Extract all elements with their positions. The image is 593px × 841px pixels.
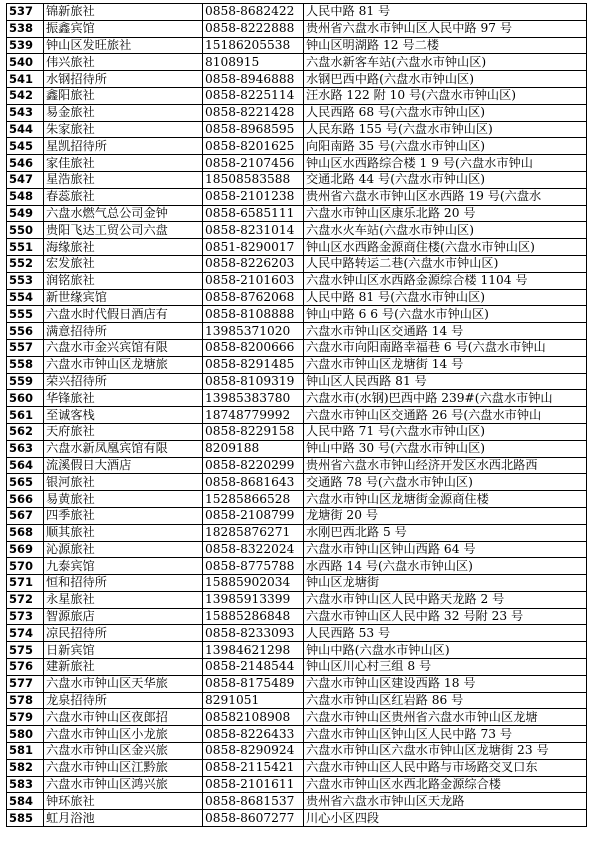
table-row <box>7 356 587 373</box>
address: 水西路 14 号(六盘水市钟山区) <box>304 558 587 575</box>
address: 人民中路 81 号(六盘水市钟山区) <box>304 289 587 306</box>
table-row <box>7 608 587 625</box>
address: 六盘水市钟山区人民中路与市场路交叉口东 <box>304 759 587 776</box>
row-number: 543 <box>7 104 44 121</box>
business-name: 宏发旅社 <box>44 255 203 272</box>
business-name: 沁源旅社 <box>44 541 203 558</box>
row-number: 540 <box>7 54 44 71</box>
row-number: 577 <box>7 675 44 692</box>
address: 六盘水市钟山区建设西路 18 号 <box>304 675 587 692</box>
business-name: 海缘旅社 <box>44 239 203 256</box>
address: 交通北路 44 号(六盘水市钟山区) <box>304 171 587 188</box>
address: 贵州省六盘水市钟山区水西路 19 号(六盘水 <box>304 188 587 205</box>
address: 钟山区龙塘街 <box>304 575 587 592</box>
phone-number: 0858-8229158 <box>203 423 304 440</box>
phone-number: 0858-8681537 <box>203 793 304 810</box>
business-name: 智源旅店 <box>44 608 203 625</box>
address: 水钢巴西中路(六盘水市钟山区) <box>304 71 587 88</box>
row-number: 557 <box>7 339 44 356</box>
business-name: 永星旅社 <box>44 591 203 608</box>
phone-number: 8209188 <box>203 440 304 457</box>
address: 六盘水市钟山区钟山西路 64 号 <box>304 541 587 558</box>
address: 钟山区人民西路 81 号 <box>304 373 587 390</box>
table-row <box>7 155 587 172</box>
row-number: 548 <box>7 188 44 205</box>
row-number: 546 <box>7 155 44 172</box>
phone-number: 8291051 <box>203 692 304 709</box>
address: 六盘水市钟山区贵州省六盘水市钟山区龙塘 <box>304 709 587 726</box>
phone-number: 0858-8775788 <box>203 558 304 575</box>
business-name: 六盘水市钟山区小龙旅 <box>44 726 203 743</box>
address: 六盘水市钟山区人民中路天龙路 2 号 <box>304 591 587 608</box>
address: 六盘水市钟山区龙塘街 14 号 <box>304 356 587 373</box>
row-number: 565 <box>7 474 44 491</box>
table-row <box>7 306 587 323</box>
table-row <box>7 407 587 424</box>
address: 贵州省六盘水市钟山区天龙路 <box>304 793 587 810</box>
phone-number: 0858-2107456 <box>203 155 304 172</box>
address: 人民西路 53 号 <box>304 625 587 642</box>
table-row <box>7 205 587 222</box>
address: 汪水路 122 附 10 号(六盘水市钟山区) <box>304 87 587 104</box>
table-row <box>7 575 587 592</box>
business-name: 钟山区发旺旅社 <box>44 37 203 54</box>
table-row <box>7 4 587 21</box>
address: 六盘水市钟山区钟山区人民中路 73 号 <box>304 726 587 743</box>
phone-number: 18508583588 <box>203 171 304 188</box>
business-name: 六盘水新凤凰宾馆有限 <box>44 440 203 457</box>
table-row <box>7 37 587 54</box>
business-name: 荣兴招待所 <box>44 373 203 390</box>
business-name: 华锋旅社 <box>44 390 203 407</box>
row-number: 561 <box>7 407 44 424</box>
table-row <box>7 54 587 71</box>
phone-number: 0858-8682422 <box>203 4 304 21</box>
business-name: 家佳旅社 <box>44 155 203 172</box>
phone-number: 0858-8291485 <box>203 356 304 373</box>
business-name: 顺其旅社 <box>44 524 203 541</box>
phone-number: 8108915 <box>203 54 304 71</box>
address: 贵州省六盘水市钟山经济开发区水西北路西 <box>304 457 587 474</box>
table-row <box>7 659 587 676</box>
phone-number: 13985913399 <box>203 591 304 608</box>
row-number: 539 <box>7 37 44 54</box>
address: 川心小区四段 <box>304 810 587 827</box>
table-row <box>7 491 587 508</box>
business-name: 六盘水市金兴宾馆有限 <box>44 339 203 356</box>
phone-number: 0858-8968595 <box>203 121 304 138</box>
business-name: 建新旅社 <box>44 659 203 676</box>
address: 六盘水市钟山区人民中路 32 号附 23 号 <box>304 608 587 625</box>
row-number: 581 <box>7 743 44 760</box>
row-number: 567 <box>7 507 44 524</box>
address: 贵州省六盘水市钟山区人民中路 97 号 <box>304 20 587 37</box>
table-row <box>7 675 587 692</box>
business-name: 虹月浴池 <box>44 810 203 827</box>
table-row <box>7 558 587 575</box>
business-name: 锦新旅社 <box>44 4 203 21</box>
phone-number: 13985371020 <box>203 323 304 340</box>
row-number: 585 <box>7 810 44 827</box>
phone-number: 0858-8221428 <box>203 104 304 121</box>
row-number: 555 <box>7 306 44 323</box>
table-row <box>7 642 587 659</box>
row-number: 569 <box>7 541 44 558</box>
hotel-listing-table <box>6 3 587 827</box>
phone-number: 08582108908 <box>203 709 304 726</box>
phone-number: 15885902034 <box>203 575 304 592</box>
table-row <box>7 810 587 827</box>
table-row <box>7 390 587 407</box>
phone-number: 0851-8290017 <box>203 239 304 256</box>
phone-number: 0858-8607277 <box>203 810 304 827</box>
phone-number: 0858-8220299 <box>203 457 304 474</box>
address: 六盘水市向阳南路幸福巷 6 号(六盘水市钟山 <box>304 339 587 356</box>
phone-number: 0858-8225114 <box>203 87 304 104</box>
row-number: 578 <box>7 692 44 709</box>
address: 钟山区明湖路 12 号二楼 <box>304 37 587 54</box>
table-row <box>7 507 587 524</box>
row-number: 574 <box>7 625 44 642</box>
row-number: 547 <box>7 171 44 188</box>
table-row <box>7 440 587 457</box>
address: 向阳南路 35 号(六盘水市钟山区) <box>304 138 587 155</box>
phone-number: 15885286848 <box>203 608 304 625</box>
business-name: 四季旅社 <box>44 507 203 524</box>
row-number: 558 <box>7 356 44 373</box>
table-row <box>7 524 587 541</box>
row-number: 544 <box>7 121 44 138</box>
table-row <box>7 793 587 810</box>
address: 钟山中路 30 号(六盘水市钟山区) <box>304 440 587 457</box>
row-number: 552 <box>7 255 44 272</box>
table-row <box>7 339 587 356</box>
phone-number: 0858-2115421 <box>203 759 304 776</box>
business-name: 满意招待所 <box>44 323 203 340</box>
table-row <box>7 709 587 726</box>
business-name: 六盘水市钟山区龙塘旅 <box>44 356 203 373</box>
row-number: 564 <box>7 457 44 474</box>
business-name: 鑫阳旅社 <box>44 87 203 104</box>
row-number: 583 <box>7 776 44 793</box>
address: 钟山区水西路综合楼 1 9 号(六盘水市钟山 <box>304 155 587 172</box>
business-name: 银河旅社 <box>44 474 203 491</box>
row-number: 545 <box>7 138 44 155</box>
address: 六盘水市钟山区六盘水市钟山区龙塘街 23 号 <box>304 743 587 760</box>
table-row <box>7 222 587 239</box>
table-row <box>7 289 587 306</box>
address: 六盘水新客车站(六盘水市钟山区) <box>304 54 587 71</box>
table-row <box>7 591 587 608</box>
table-row <box>7 20 587 37</box>
address: 交通路 78 号(六盘水市钟山区) <box>304 474 587 491</box>
business-name: 钟环旅社 <box>44 793 203 810</box>
row-number: 584 <box>7 793 44 810</box>
phone-number: 0858-8290924 <box>203 743 304 760</box>
table-row <box>7 138 587 155</box>
phone-number: 15186205538 <box>203 37 304 54</box>
table-row <box>7 625 587 642</box>
business-name: 六盘水燃气总公司金钟 <box>44 205 203 222</box>
business-name: 六盘水市钟山区江黔旅 <box>44 759 203 776</box>
table-row <box>7 776 587 793</box>
row-number: 560 <box>7 390 44 407</box>
table-row <box>7 726 587 743</box>
row-number: 538 <box>7 20 44 37</box>
phone-number: 0858-8322024 <box>203 541 304 558</box>
phone-number: 0858-8109319 <box>203 373 304 390</box>
phone-number: 0858-8231014 <box>203 222 304 239</box>
table-row <box>7 323 587 340</box>
row-number: 562 <box>7 423 44 440</box>
business-name: 龙泉招待所 <box>44 692 203 709</box>
table-body <box>7 4 587 827</box>
row-number: 570 <box>7 558 44 575</box>
business-name: 星凯招待所 <box>44 138 203 155</box>
table-row <box>7 171 587 188</box>
phone-number: 0858-8762068 <box>203 289 304 306</box>
business-name: 日新宾馆 <box>44 642 203 659</box>
address: 钟山中路 6 6 号(六盘水市钟山区) <box>304 306 587 323</box>
row-number: 559 <box>7 373 44 390</box>
address: 六盘水市钟山区水西北路金源综合楼 <box>304 776 587 793</box>
business-name: 春蕊旅社 <box>44 188 203 205</box>
business-name: 恒和招待所 <box>44 575 203 592</box>
phone-number: 0858-8201625 <box>203 138 304 155</box>
address: 六盘水市钟山区龙塘街金源商住楼 <box>304 491 587 508</box>
business-name: 九泰宾馆 <box>44 558 203 575</box>
address: 六盘水市钟山区红岩路 86 号 <box>304 692 587 709</box>
address: 人民中路 71 号(六盘水市钟山区) <box>304 423 587 440</box>
phone-number: 0858-8226433 <box>203 726 304 743</box>
address: 钟山区水西路金源商住楼(六盘水市钟山区) <box>304 239 587 256</box>
business-name: 流溪假日大酒店 <box>44 457 203 474</box>
table-row <box>7 457 587 474</box>
business-name: 润铭旅社 <box>44 272 203 289</box>
phone-number: 0858-8233093 <box>203 625 304 642</box>
row-number: 541 <box>7 71 44 88</box>
row-number: 563 <box>7 440 44 457</box>
address: 六盘水市(水钢)巴西中路 239#(六盘水市钟山 <box>304 390 587 407</box>
address: 钟山区川心村三组 8 号 <box>304 659 587 676</box>
business-name: 振鑫宾馆 <box>44 20 203 37</box>
table-row <box>7 423 587 440</box>
address: 人民中路转运二巷(六盘水市钟山区) <box>304 255 587 272</box>
business-name: 凉民招待所 <box>44 625 203 642</box>
phone-number: 0858-8226203 <box>203 255 304 272</box>
business-name: 星浩旅社 <box>44 171 203 188</box>
phone-number: 0858-2101603 <box>203 272 304 289</box>
business-name: 新世缘宾馆 <box>44 289 203 306</box>
business-name: 伟兴旅社 <box>44 54 203 71</box>
business-name: 天府旅社 <box>44 423 203 440</box>
phone-number: 0858-2101611 <box>203 776 304 793</box>
row-number: 556 <box>7 323 44 340</box>
business-name: 六盘水时代假日酒店有 <box>44 306 203 323</box>
business-name: 六盘水市钟山区鸿兴旅 <box>44 776 203 793</box>
business-name: 至诚客栈 <box>44 407 203 424</box>
phone-number: 0858-8681643 <box>203 474 304 491</box>
phone-number: 0858-8200666 <box>203 339 304 356</box>
address: 六盘水市钟山区交通路 14 号 <box>304 323 587 340</box>
table-row <box>7 272 587 289</box>
row-number: 575 <box>7 642 44 659</box>
table-row <box>7 87 587 104</box>
table-row <box>7 759 587 776</box>
address: 钟山中路(六盘水市钟山区) <box>304 642 587 659</box>
row-number: 549 <box>7 205 44 222</box>
business-name: 六盘水市钟山区天华旅 <box>44 675 203 692</box>
address: 龙塘街 20 号 <box>304 507 587 524</box>
table-row <box>7 188 587 205</box>
business-name: 易黄旅社 <box>44 491 203 508</box>
phone-number: 0858-2108799 <box>203 507 304 524</box>
row-number: 568 <box>7 524 44 541</box>
table-row <box>7 239 587 256</box>
business-name: 贵阳飞达工贸公司六盘 <box>44 222 203 239</box>
address: 六盘水市钟山区交通路 26 号(六盘水市钟山 <box>304 407 587 424</box>
row-number: 580 <box>7 726 44 743</box>
address: 人民西路 68 号(六盘水市钟山区) <box>304 104 587 121</box>
business-name: 易金旅社 <box>44 104 203 121</box>
phone-number: 0858-8946888 <box>203 71 304 88</box>
phone-number: 0858-8108888 <box>203 306 304 323</box>
row-number: 550 <box>7 222 44 239</box>
table-row <box>7 692 587 709</box>
table-row <box>7 104 587 121</box>
row-number: 571 <box>7 575 44 592</box>
address: 六盘水钟山区水西路金源综合楼 1104 号 <box>304 272 587 289</box>
phone-number: 0858-8175489 <box>203 675 304 692</box>
address: 人民东路 155 号(六盘水市钟山区) <box>304 121 587 138</box>
table-row <box>7 121 587 138</box>
row-number: 542 <box>7 87 44 104</box>
phone-number: 13984621298 <box>203 642 304 659</box>
business-name: 六盘水市钟山区金兴旅 <box>44 743 203 760</box>
phone-number: 0858-2101238 <box>203 188 304 205</box>
table-row <box>7 373 587 390</box>
phone-number: 18748779992 <box>203 407 304 424</box>
phone-number: 18285876271 <box>203 524 304 541</box>
phone-number: 15285866528 <box>203 491 304 508</box>
row-number: 576 <box>7 659 44 676</box>
row-number: 553 <box>7 272 44 289</box>
row-number: 572 <box>7 591 44 608</box>
row-number: 573 <box>7 608 44 625</box>
address: 六盘水市钟山区康乐北路 20 号 <box>304 205 587 222</box>
table-row <box>7 541 587 558</box>
row-number: 582 <box>7 759 44 776</box>
phone-number: 0858-2148544 <box>203 659 304 676</box>
phone-number: 0858-6585111 <box>203 205 304 222</box>
phone-number: 0858-8222888 <box>203 20 304 37</box>
table-row <box>7 743 587 760</box>
business-name: 六盘水市钟山区夜郎招 <box>44 709 203 726</box>
row-number: 579 <box>7 709 44 726</box>
row-number: 551 <box>7 239 44 256</box>
table-row <box>7 71 587 88</box>
table-row <box>7 474 587 491</box>
row-number: 554 <box>7 289 44 306</box>
phone-number: 13985383780 <box>203 390 304 407</box>
business-name: 水钢招待所 <box>44 71 203 88</box>
row-number: 566 <box>7 491 44 508</box>
table-row <box>7 255 587 272</box>
address: 人民中路 81 号 <box>304 4 587 21</box>
address: 六盘水火车站(六盘水市钟山区) <box>304 222 587 239</box>
business-name: 朱家旅社 <box>44 121 203 138</box>
row-number: 537 <box>7 4 44 21</box>
address: 水刚巴西北路 5 号 <box>304 524 587 541</box>
